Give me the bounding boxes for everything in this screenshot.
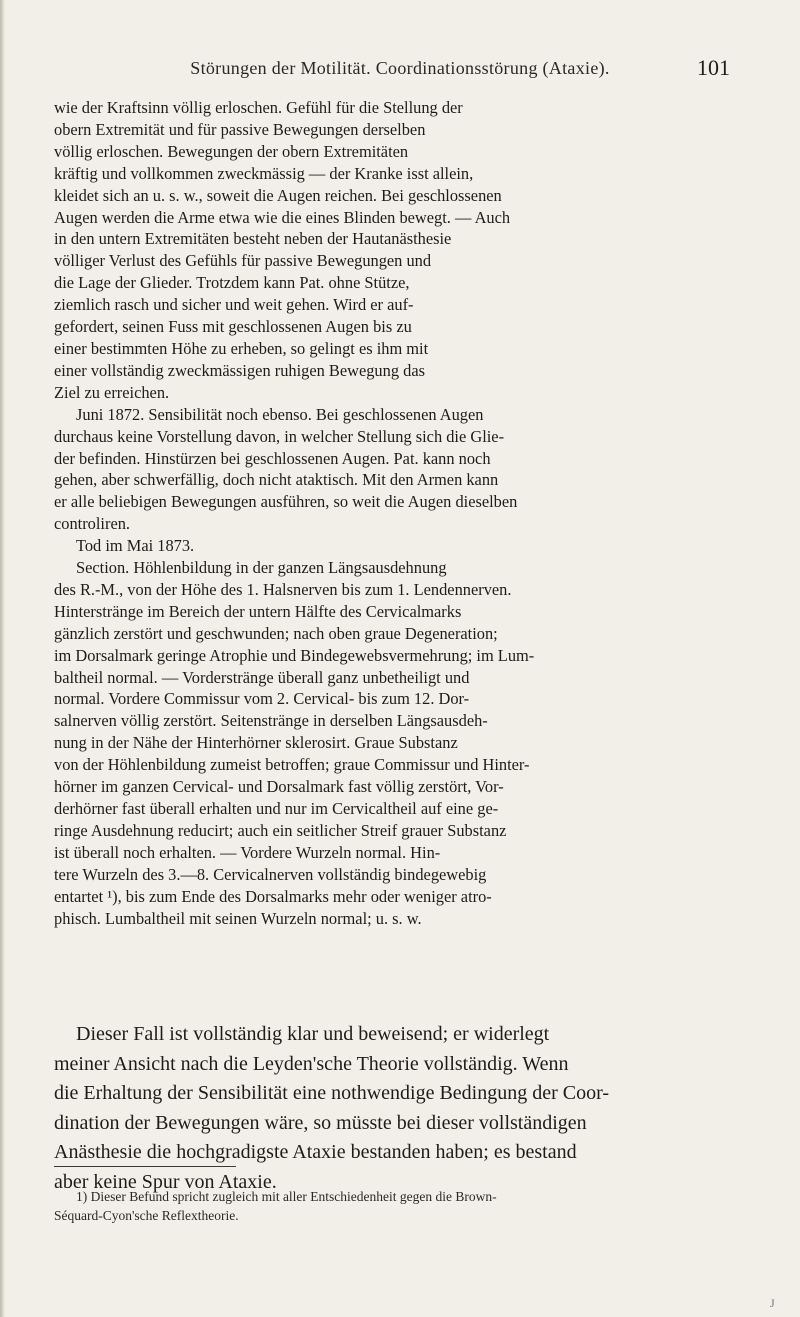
- text-line: völlig erloschen. Bewegungen der obern Extremitäten: [54, 141, 409, 161]
- text-line: wie der Kraftsinn völlig erloschen. Gefühl für die Stellung der: [54, 98, 463, 117]
- text-line: salnerven völlig zerstört. Seitenstränge in derselben Längsausdeh-: [54, 711, 488, 731]
- case-report-text: [54, 97, 737, 929]
- text-line: von der Höhlenbildung zumeist betroffen; graue Commissur und Hinter-: [54, 755, 530, 775]
- text-line: aber keine Spur von Ataxie.: [54, 1170, 277, 1193]
- text-line: tere Wurzeln des 3.—8. Cervicalnerven vollständig bindegewebig: [54, 864, 487, 884]
- text-line: einer bestimmten Höhe zu erheben, so gelingt es ihm mit: [54, 338, 429, 358]
- footnote: [54, 1188, 744, 1225]
- text-line: gehen, aber schwerfällig, doch nicht ataktisch. Mit den Armen kann: [54, 470, 499, 490]
- text-line: Section. Höhlenbildung in der ganzen Längsausdehnung: [76, 558, 447, 578]
- text-line: Ziel zu erreichen.: [54, 382, 170, 402]
- footnote-line: 1) Dieser Befund spricht zugleich mit aller Entschiedenheit gegen die Brown-: [76, 1189, 497, 1204]
- closing-paragraph: [54, 1020, 737, 1197]
- text-line: controliren.: [54, 514, 131, 534]
- running-head: Störungen der Motilität. Coordinationsstörung (Ataxie).: [190, 58, 610, 78]
- text-line: obern Extremität und für passive Bewegungen derselben: [54, 119, 426, 139]
- footnote-divider: [54, 1166, 236, 1167]
- text-line: die Erhaltung der Sensibilität eine nothwendige Bedingung der Coor-: [54, 1082, 610, 1104]
- text-line: meiner Ansicht nach die Leyden'sche Theorie vollständig. Wenn: [54, 1052, 569, 1075]
- text-line: ringe Ausdehnung reducirt; auch ein seitlicher Streif grauer Substanz: [54, 820, 507, 840]
- text-line: Tod im Mai 1873.: [76, 536, 195, 556]
- text-line: dination der Bewegungen wäre, so müsste bei dieser vollständigen: [54, 1111, 587, 1134]
- text-line: ziemlich rasch und sicher und weit gehen. Wird er auf-: [54, 295, 414, 315]
- text-line: einer vollständig zweckmässigen ruhigen Bewegung das: [54, 360, 425, 380]
- page-edge-shadow: [0, 0, 5, 1317]
- margin-mark: J: [770, 1296, 775, 1310]
- text-line: normal. Vordere Commissur vom 2. Cervical- bis zum 12. Dor-: [54, 689, 470, 709]
- text-line: ist überall noch erhalten. — Vordere Wurzeln normal. Hin-: [54, 842, 441, 862]
- text-line: in den untern Extremitäten besteht neben der Hautanästhesie: [54, 229, 452, 249]
- text-line: die Lage der Glieder. Trotzdem kann Pat. ohne Stütze,: [54, 273, 410, 293]
- text-line: baltheil normal. — Vorderstränge überall ganz unbetheiligt und: [54, 667, 470, 687]
- text-line: des R.-M., von der Höhe des 1. Halsnerven bis zum 1. Lendennerven.: [54, 579, 512, 599]
- text-line: entartet ¹), bis zum Ende des Dorsalmarks mehr oder weniger atro-: [54, 886, 492, 906]
- text-line: phisch. Lumbaltheil mit seinen Wurzeln normal; u. s. w.: [54, 908, 422, 928]
- page-number: 101: [697, 55, 730, 80]
- text-line: Anästhesie die hochgradigste Ataxie bestanden haben; es bestand: [54, 1141, 577, 1163]
- text-line: kräftig und vollkommen zweckmässig — der Kranke isst allein,: [54, 163, 474, 183]
- text-line: er alle beliebigen Bewegungen ausführen, so weit die Augen dieselben: [54, 492, 518, 512]
- text-line: Augen werden die Arme etwa wie die eines Blinden bewegt. — Auch: [54, 207, 511, 227]
- page-header: [100, 55, 730, 88]
- text-line: Hinterstränge im Bereich der untern Hälfte des Cervicalmarks: [54, 601, 462, 621]
- text-line: kleidet sich an u. s. w., soweit die Augen reichen. Bei geschlossenen: [54, 185, 502, 205]
- text-line: hörner im ganzen Cervical- und Dorsalmark fast völlig zerstört, Vor-: [54, 777, 504, 797]
- text-line: Dieser Fall ist vollständig klar und beweisend; er widerlegt: [76, 1023, 550, 1045]
- text-line: der befinden. Hinstürzen bei geschlossenen Augen. Pat. kann noch: [54, 448, 491, 468]
- text-line: nung in der Nähe der Hinterhörner sklerosirt. Graue Substanz: [54, 733, 458, 753]
- text-line: Juni 1872. Sensibilität noch ebenso. Bei geschlossenen Augen: [76, 404, 484, 424]
- text-line: durchaus keine Vorstellung davon, in welcher Stellung sich die Glie-: [54, 426, 505, 446]
- text-line: gefordert, seinen Fuss mit geschlossenen Augen bis zu: [54, 317, 412, 337]
- text-line: derhörner fast überall erhalten und nur im Cervicaltheil auf eine ge-: [54, 799, 499, 818]
- footnote-line: Séquard-Cyon'sche Reflextheorie.: [54, 1207, 239, 1223]
- text-line: völliger Verlust des Gefühls für passive Bewegungen und: [54, 251, 432, 271]
- text-line: im Dorsalmark geringe Atrophie und Bindegewebsvermehrung; im Lum-: [54, 645, 535, 665]
- text-line: gänzlich zerstört und geschwunden; nach oben graue Degeneration;: [54, 623, 498, 643]
